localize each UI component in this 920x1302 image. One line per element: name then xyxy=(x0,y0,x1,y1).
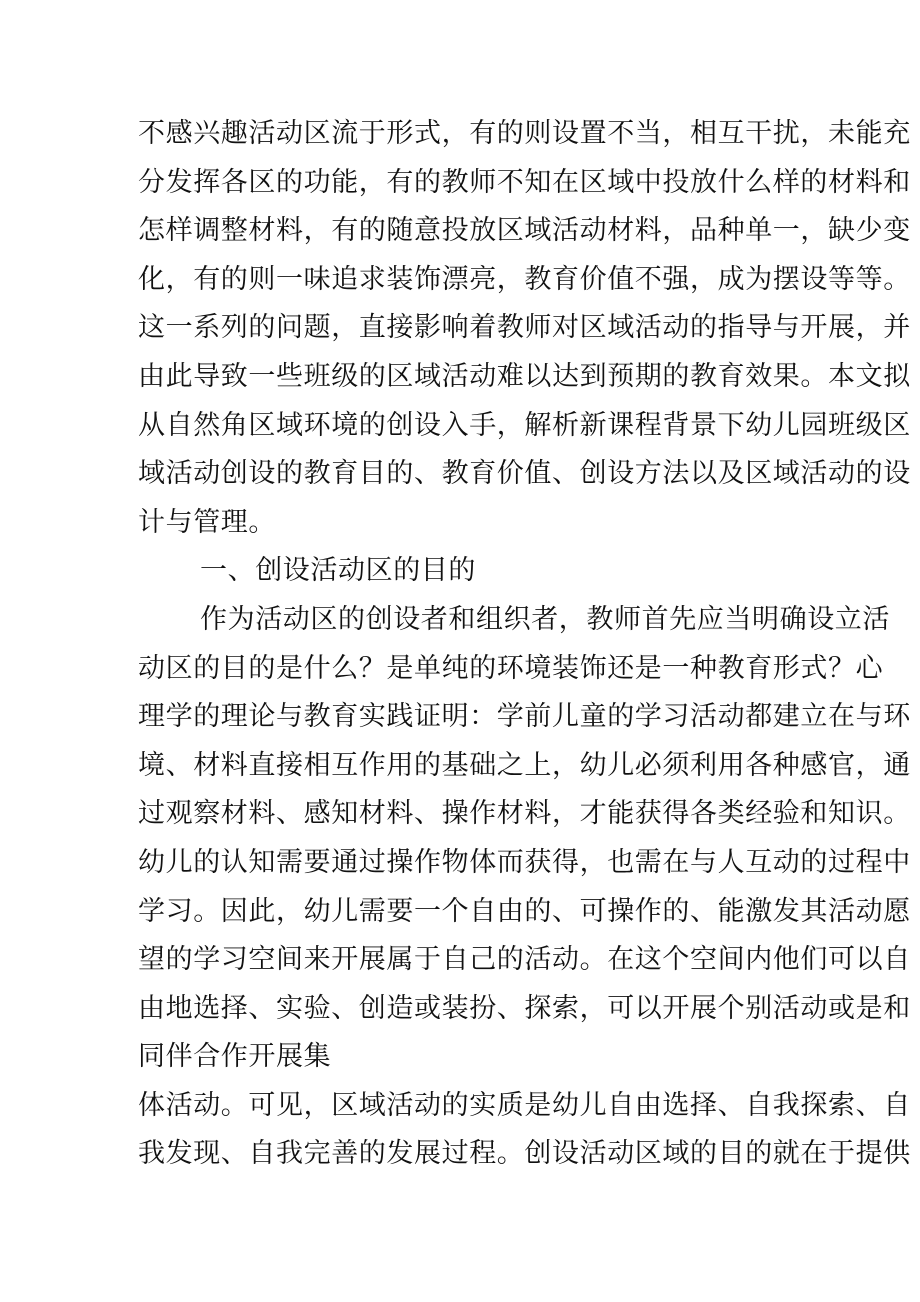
paragraph-line: 作为活动区的创设者和组织者，教师首先应当明确设立活 xyxy=(200,603,890,635)
paragraph-line: 这一系列的问题，直接影响着教师对区域活动的指导与开展，并 xyxy=(138,312,911,344)
paragraph-line: 动区的目的是什么？是单纯的环境装饰还是一种教育形式？心 xyxy=(138,652,884,684)
paragraph-line: 学习。因此，幼儿需要一个自由的、可操作的、能激发其活动愿 xyxy=(138,895,911,927)
paragraph-line: 域活动创设的教育目的、教育价值、创设方法以及区域活动的设 xyxy=(138,458,911,490)
paragraph-line: 境、材料直接相互作用的基础之上，幼儿必须利用各种感官，通 xyxy=(138,749,911,781)
paragraph-line: 体活动。可见，区域活动的实质是幼儿自由选择、自我探索、自 xyxy=(138,1089,911,1121)
paragraph-line: 幼儿的认知需要通过操作物体而获得，也需在与人互动的过程中 xyxy=(138,846,911,878)
section-heading: 一、创设活动区的目的 xyxy=(200,555,476,587)
paragraph-line: 我发现、自我完善的发展过程。创设活动区域的目的就在于提供 xyxy=(138,1138,911,1170)
paragraph-line: 化，有的则一味追求装饰漂亮，教育价值不强，成为摆设等等。 xyxy=(138,263,911,295)
paragraph-line: 怎样调整材料，有的随意投放区域活动材料，品种单一，缺少变 xyxy=(138,215,911,247)
paragraph-line: 计与管理。 xyxy=(138,506,276,538)
paragraph-line: 过观察材料、感知材料、操作材料，才能获得各类经验和知识。 xyxy=(138,798,911,830)
paragraph-line: 理学的理论与教育实践证明：学前儿童的学习活动都建立在与环 xyxy=(138,701,911,733)
paragraph-line: 由地选择、实验、创造或装扮、探索，可以开展个别活动或是和 xyxy=(138,992,911,1024)
paragraph-line: 分发挥各区的功能，有的教师不知在区域中投放什么样的材料和 xyxy=(138,166,911,198)
paragraph-line: 同伴合作开展集 xyxy=(138,1041,332,1073)
paragraph-line: 由此导致一些班级的区域活动难以达到预期的教育效果。本文拟 xyxy=(138,360,911,392)
document-body xyxy=(138,110,911,1179)
paragraph-line: 从自然角区域环境的创设入手，解析新课程背景下幼儿园班级区 xyxy=(138,409,911,441)
paragraph-line: 不感兴趣活动区流于形式，有的则设置不当，相互干扰，未能充 xyxy=(138,118,911,149)
paragraph-line: 望的学习空间来开展属于自己的活动。在这个空间内他们可以自 xyxy=(138,944,911,976)
